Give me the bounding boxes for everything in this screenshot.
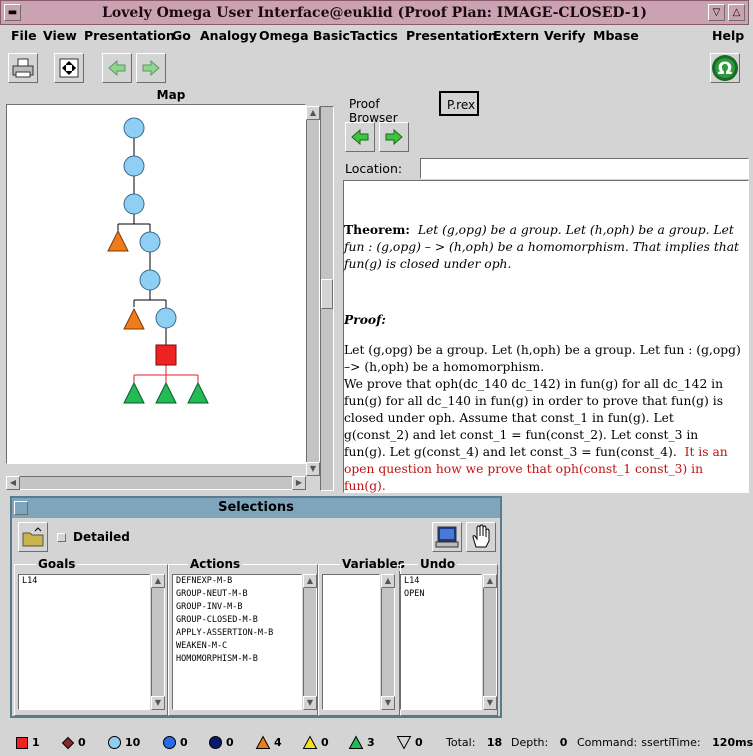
svg-text:Ω: Ω	[717, 59, 733, 79]
tree-node-closed[interactable]	[156, 383, 176, 403]
proof-tree-canvas[interactable]	[6, 104, 306, 464]
goals-scrollbar[interactable]	[151, 574, 165, 710]
count-diamond-nodes: 0	[62, 736, 86, 749]
window-menu-icon[interactable]: ▬	[4, 4, 21, 21]
light-blue-circle-icon	[108, 736, 121, 749]
list-item[interactable]: GROUP-NEUT-M-B	[176, 589, 248, 599]
menu-help[interactable]: Help	[712, 28, 745, 43]
count-navy-circle-nodes: 0	[209, 736, 234, 749]
count-open-triangle-nodes: 0	[397, 736, 423, 749]
brown-diamond-icon	[62, 737, 74, 749]
actions-label: Actions	[190, 557, 241, 571]
expand-icon	[58, 57, 80, 79]
list-item[interactable]: OPEN	[404, 589, 425, 599]
tree-node-goal[interactable]	[124, 118, 144, 138]
forward-button[interactable]	[136, 53, 166, 83]
list-item[interactable]: WEAKEN-M-C	[176, 641, 228, 651]
back-button[interactable]	[102, 53, 132, 83]
proof-text-2: We prove that oph(dc_140 dc_142) in fun(g) for all dc_142 in fun(g) for all dc_140 in fun(g) in order to prove that fun(g) is closed under oph. Assume that const_1 in fun(g). Let g(const_2) and let const_1 = fun(const_2). Let const_3 in fun(g). Let g(const_4) and let const_3 = fun(const_4).	[344, 377, 724, 459]
list-item[interactable]: HOMOMORPHISM-M-B	[176, 654, 258, 664]
tree-node-closed[interactable]	[188, 383, 208, 403]
selections-window	[10, 496, 502, 718]
variables-label: Variables	[342, 557, 405, 571]
list-item[interactable]: L14	[404, 576, 420, 586]
menu-mbase[interactable]: Mbase	[593, 28, 639, 43]
menu-analogy[interactable]: Analogy	[200, 28, 257, 43]
blue-circle-icon	[163, 736, 176, 749]
selections-menu-icon[interactable]	[14, 501, 28, 515]
arrow-right-icon	[141, 59, 161, 77]
tree-node-hypothesis[interactable]	[108, 231, 128, 251]
arrow-left-icon	[350, 128, 370, 146]
list-item[interactable]: GROUP-CLOSED-M-B	[176, 615, 258, 625]
location-input[interactable]	[420, 158, 749, 179]
menu-presentation-2[interactable]: Presentation	[406, 28, 497, 43]
scroll-up-icon[interactable]: ▲	[306, 106, 320, 120]
print-button[interactable]	[8, 53, 38, 83]
open-folder-button[interactable]	[18, 522, 48, 552]
menu-tactics[interactable]: Tactics	[350, 28, 398, 43]
navy-circle-icon	[209, 736, 222, 749]
proof-label: Proof:	[344, 312, 386, 327]
hand-icon	[470, 525, 492, 549]
undo-scrollbar[interactable]	[483, 574, 497, 710]
elapsed-time: Time: 120ms	[670, 736, 753, 749]
folder-icon	[22, 527, 44, 547]
count-yellow-triangle-nodes: 0	[303, 736, 329, 749]
tree-node-goal[interactable]	[140, 232, 160, 252]
scroll-down-icon[interactable]: ▼	[483, 696, 497, 710]
menu-verify[interactable]: Verify	[544, 28, 586, 43]
total-count: Total: 18	[446, 736, 503, 749]
map-horizontal-scrollbar[interactable]	[6, 476, 306, 490]
scroll-down-icon[interactable]: ▼	[151, 696, 165, 710]
scroll-down-icon[interactable]: ▼	[303, 696, 317, 710]
tree-node-goal[interactable]	[140, 270, 160, 290]
last-command: Command: sserti	[577, 736, 672, 749]
yellow-triangle-icon	[303, 736, 317, 749]
tree-node-closed[interactable]	[124, 383, 144, 403]
green-triangle-icon	[349, 736, 363, 749]
count-blue-circle-nodes: 0	[163, 736, 188, 749]
arrow-right-icon	[384, 128, 404, 146]
actions-list[interactable]	[172, 574, 302, 710]
variables-list[interactable]	[322, 574, 380, 710]
count-light-circle-nodes: 10	[108, 736, 140, 749]
computer-icon	[435, 526, 459, 548]
scroll-up-icon[interactable]: ▲	[483, 574, 497, 588]
scroll-down-icon[interactable]: ▼	[381, 696, 395, 710]
depth-count: Depth: 0	[511, 736, 568, 749]
variables-scrollbar[interactable]	[381, 574, 395, 710]
menu-extern[interactable]: Extern	[493, 28, 540, 43]
tab-proof-browser[interactable]: Proof Browser	[349, 97, 398, 125]
scroll-up-icon[interactable]: ▲	[303, 574, 317, 588]
scroll-left-icon[interactable]: ◀	[6, 476, 20, 490]
tree-node-goal[interactable]	[124, 156, 144, 176]
detailed-label: Detailed	[73, 530, 130, 544]
browser-forward-button[interactable]	[379, 122, 409, 152]
theorem-label: Theorem:	[344, 222, 410, 237]
printer-icon	[12, 58, 34, 78]
menu-omega-basic[interactable]: Omega Basic	[259, 28, 350, 43]
split-scroll-thumb[interactable]	[321, 279, 333, 309]
menu-bar	[0, 25, 749, 47]
status-bar	[0, 726, 753, 756]
list-item[interactable]: GROUP-INV-M-B	[176, 602, 243, 612]
omega-icon	[711, 54, 739, 82]
arrow-left-icon	[107, 59, 127, 77]
scroll-right-icon[interactable]: ▶	[292, 476, 306, 490]
orange-triangle-icon	[256, 736, 270, 749]
map-panel	[4, 88, 338, 493]
theorem-text: Let (g,opg) be a group. Let (h,oph) be a group. Let fun : (g,opg) – > (h,oph) be a homomorphism. That implies that fun(g) is closed under oph.	[344, 223, 739, 271]
map-title: Map	[156, 88, 186, 102]
goals-label: Goals	[38, 557, 76, 571]
count-open-nodes: 1	[16, 736, 40, 749]
list-item[interactable]: APPLY-ASSERTION-M-B	[176, 628, 274, 638]
menu-presentation[interactable]: Presentation	[84, 28, 175, 43]
count-orange-triangle-nodes: 4	[256, 736, 282, 749]
open-triangle-icon	[397, 736, 411, 749]
browser-back-button[interactable]	[345, 122, 375, 152]
detailed-checkbox[interactable]	[57, 533, 66, 542]
computer-button[interactable]	[432, 522, 462, 552]
omega-button[interactable]	[710, 53, 740, 83]
interactive-hand-button[interactable]	[466, 522, 496, 552]
toolbar	[0, 47, 749, 87]
tree-node-open[interactable]	[156, 345, 176, 365]
proof-document	[343, 180, 749, 493]
split-scrollbar[interactable]	[320, 106, 334, 491]
open-question-text: It is an open question how we prove that oph(const_1 const_3) in fun(g).	[344, 445, 728, 493]
proof-tree	[7, 105, 307, 465]
window-title: Lovely Omega User Interface@euklid (Proof Plan: IMAGE-CLOSED-1)	[102, 5, 647, 21]
selections-title: Selections	[12, 498, 500, 518]
location-label: Location:	[345, 161, 403, 176]
count-green-triangle-nodes: 3	[349, 736, 375, 749]
red-square-icon	[16, 737, 28, 749]
menu-view[interactable]: View	[43, 28, 77, 43]
tree-node-hypothesis[interactable]	[124, 309, 144, 329]
menu-file[interactable]: File	[11, 28, 37, 43]
undo-label: Undo	[420, 557, 456, 571]
title-bar	[0, 0, 749, 25]
proof-browser-panel	[341, 88, 749, 493]
list-item[interactable]: L14	[22, 576, 38, 586]
tree-node-goal[interactable]	[156, 308, 176, 328]
menu-go[interactable]: Go	[172, 28, 191, 43]
proof-text: Let (g,opg) be a group. Let (h,oph) be a group. Let fun : (g,opg) –> (h,oph) be a homomorphism.	[344, 343, 741, 374]
minimize-icon[interactable]: ▽	[708, 4, 725, 21]
zoom-fit-button[interactable]	[54, 53, 84, 83]
list-item[interactable]: DEFNEXP-M-B	[176, 576, 233, 586]
scroll-up-icon[interactable]: ▲	[381, 574, 395, 588]
undo-list[interactable]	[400, 574, 482, 710]
maximize-icon[interactable]: △	[728, 4, 745, 21]
tree-node-goal[interactable]	[124, 194, 144, 214]
scroll-up-icon[interactable]: ▲	[151, 574, 165, 588]
tab-prex[interactable]: P.rex	[439, 91, 479, 116]
actions-scrollbar[interactable]	[303, 574, 317, 710]
map-vertical-scrollbar[interactable]	[306, 106, 320, 476]
scroll-down-icon[interactable]: ▼	[306, 462, 320, 476]
goals-list[interactable]	[18, 574, 150, 710]
